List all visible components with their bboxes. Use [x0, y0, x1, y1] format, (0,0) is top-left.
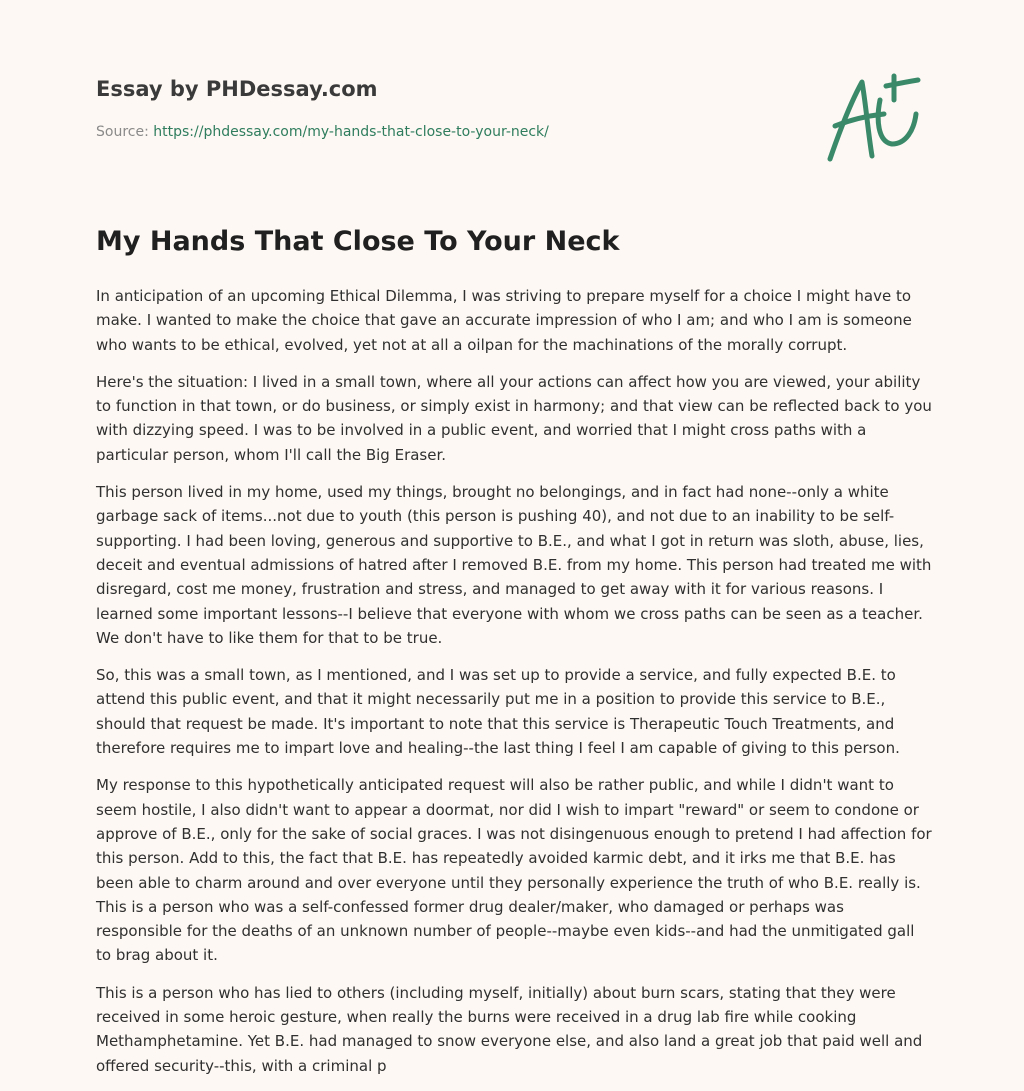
source-line [96, 124, 549, 140]
page-title: My Hands That Close To Your Neck [96, 226, 620, 257]
essay-paragraph: Here's the situation: I lived in a small town, where all your actions can affect how you are viewed, your ability to function in that town, or do business, or simply exist in harmony; and that view can be reflected back to you with dizzying speed. I was to be involved in a public event, and worried that I might cross paths with a particular person, whom I'll call the Big Eraser. [96, 372, 932, 464]
essay-paragraph: My response to this hypothetically anticipated request will also be rather public, and while I didn't want to seem hostile, I also didn't want to appear a doormat, nor did I wish to impart "reward" or seem to condone or approve of B.E., only for the sake of social graces. I was not disingenuous enough to pretend I had affection for this person. Add to this, the fact that B.E. has repeatedly avoided karmic debt, and it irks me that B.E. has been able to charm around and over everyone until they personally experience the truth of who B.E. really is. This is a person who was a self-confessed former drug dealer/maker, who damaged or perhaps was responsible for the deaths of an unknown number of people--maybe even kids--and had the unmitigated gall to brag about it. [96, 776, 932, 965]
essay-paragraph: This is a person who has lied to others (including myself, initially) about burn scars, stating that they were received in some heroic gesture, when really the burns were received in a drug lab fire while cooking Methamphetamine. Yet B.E. had managed to snow everyone else, and also land a great job that paid well and offered security--this, with a criminal p [96, 983, 923, 1075]
source-label: Source: [96, 124, 154, 140]
source-link[interactable]: https://phdessay.com/my-hands-that-close-to-your-neck/ [153, 124, 549, 140]
essay-paragraph: In anticipation of an upcoming Ethical Dilemma, I was striving to prepare myself for a choice I might have to make. I wanted to make the choice that gave an accurate impression of who I am; and who I am is someone who wants to be ethical, evolved, yet not at all a oilpan for the machinations of the morally corrupt. [96, 287, 912, 354]
essay-paragraph: So, this was a small town, as I mentioned, and I was set up to provide a service, and fully expected B.E. to attend this public event, and that it might necessarily put me in a position to provide this service to B.E., should that request be made. It's important to note that this service is Therapeutic Touch Treatments, and therefore requires me to impart love and healing--the last thing I feel I am capable of giving to this person. [96, 666, 900, 758]
site-brand: Essay by PHDessay.com [96, 77, 378, 101]
essay-paragraph: This person lived in my home, used my things, brought no belongings, and in fact had none--only a white garbage sack of items...not due to youth (this person is pushing 40), and not due to an inability to be self-supporting. I had been loving, generous and supportive to B.E., and what I got in return was sloth, abuse, lies, deceit and eventual admissions of hatred after I removed B.E. from my home. This person had treated me with disregard, cost me money, frustration and stress, and managed to get away with it for various reasons. I learned some important lessons--I believe that everyone with whom we cross paths can be seen as a teacher. We don't have to like them for that to be true. [96, 483, 932, 647]
a-plus-icon [822, 70, 928, 166]
essay-body [96, 284, 932, 1091]
